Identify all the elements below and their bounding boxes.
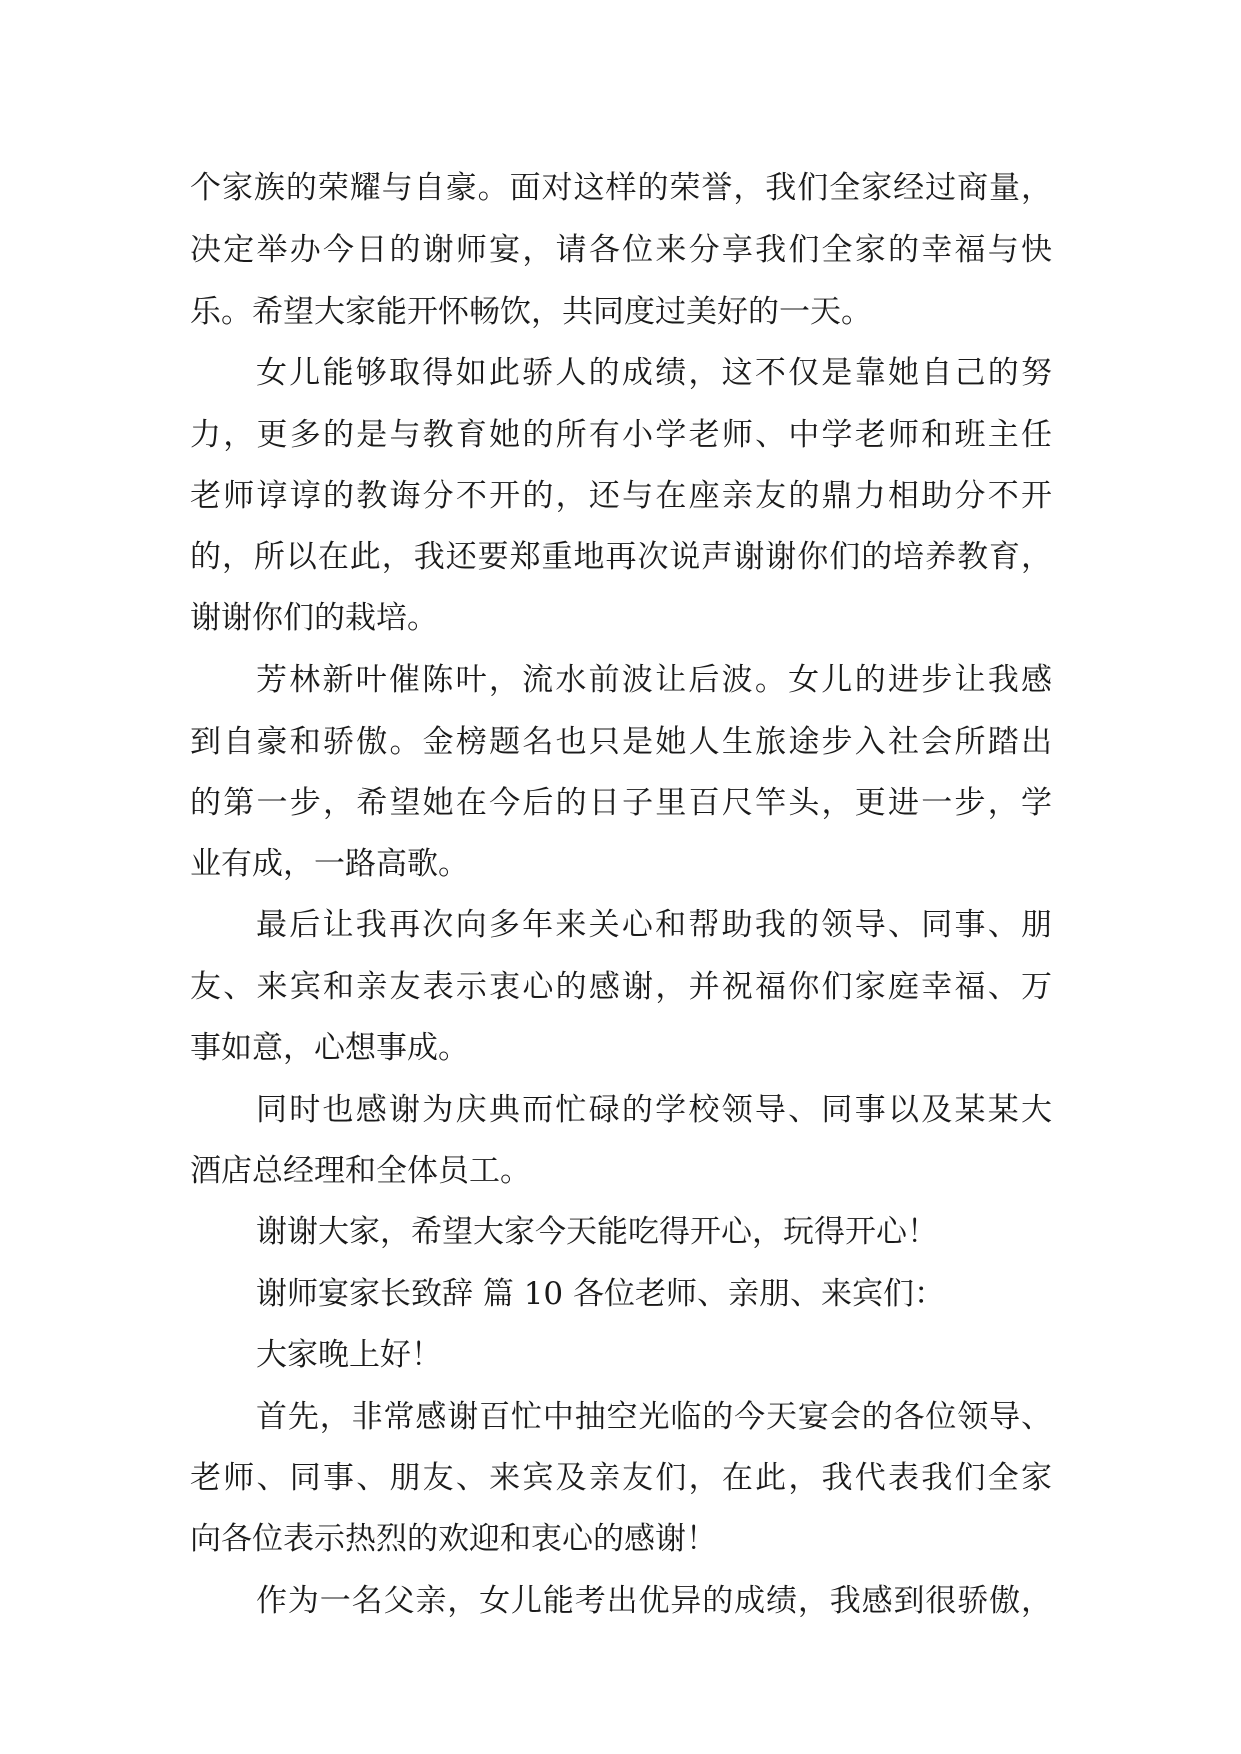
text-line: 谢谢你们的栽培。: [190, 600, 438, 636]
text-line: 向各位表示热烈的欢迎和衷心的感谢！: [190, 1521, 717, 1557]
text-line: 谢谢大家，希望大家今天能吃得开心，玩得开心！: [256, 1214, 938, 1250]
text-line: 个家族的荣耀与自豪。面对这样的荣誉，我们全家经过商量，: [190, 170, 1052, 206]
text-line: 老师谆谆的教诲分不开的，还与在座亲友的鼎力相助分不开: [190, 478, 1052, 514]
text-line: 力，更多的是与教育她的所有小学老师、中学老师和班主任: [190, 417, 1052, 453]
text-line: 女儿能够取得如此骄人的成绩，这不仅是靠她自己的努: [256, 355, 1052, 391]
text-line: 芳林新叶催陈叶，流水前波让后波。女儿的进步让我感: [256, 662, 1052, 698]
text-line: 老师、同事、朋友、来宾及亲友们，在此，我代表我们全家: [190, 1460, 1052, 1496]
text-line: 到自豪和骄傲。金榜题名也只是她人生旅途步入社会所踏出: [190, 724, 1052, 760]
text-line: 最后让我再次向多年来关心和帮助我的领导、同事、朋: [256, 907, 1052, 943]
text-line: 事如意，心想事成。: [190, 1030, 469, 1066]
text-line: 乐。希望大家能开怀畅饮，共同度过美好的一天。: [190, 294, 872, 330]
text-line: 的第一步，希望她在今后的日子里百尺竿头，更进一步，学: [190, 785, 1052, 821]
text-line: 的，所以在此，我还要郑重地再次说声谢谢你们的培养教育，: [190, 539, 1052, 575]
text-line: 友、来宾和亲友表示衷心的感谢，并祝福你们家庭幸福、万: [190, 969, 1052, 1005]
text-line: 酒店总经理和全体员工。: [190, 1153, 531, 1189]
text-line: 决定举办今日的谢师宴，请各位来分享我们全家的幸福与快: [190, 232, 1052, 268]
text-line: 作为一名父亲，女儿能考出优异的成绩，我感到很骄傲，: [256, 1583, 1052, 1619]
text-line: 大家晚上好！: [256, 1337, 442, 1373]
text-line: 谢师宴家长致辞 篇 10 各位老师、亲朋、来宾们：: [256, 1276, 946, 1312]
text-line: 同时也感谢为庆典而忙碌的学校领导、同事以及某某大: [256, 1092, 1052, 1128]
text-line: 业有成，一路高歌。: [190, 846, 469, 882]
text-line: 首先，非常感谢百忙中抽空光临的今天宴会的各位领导、: [256, 1399, 1052, 1435]
